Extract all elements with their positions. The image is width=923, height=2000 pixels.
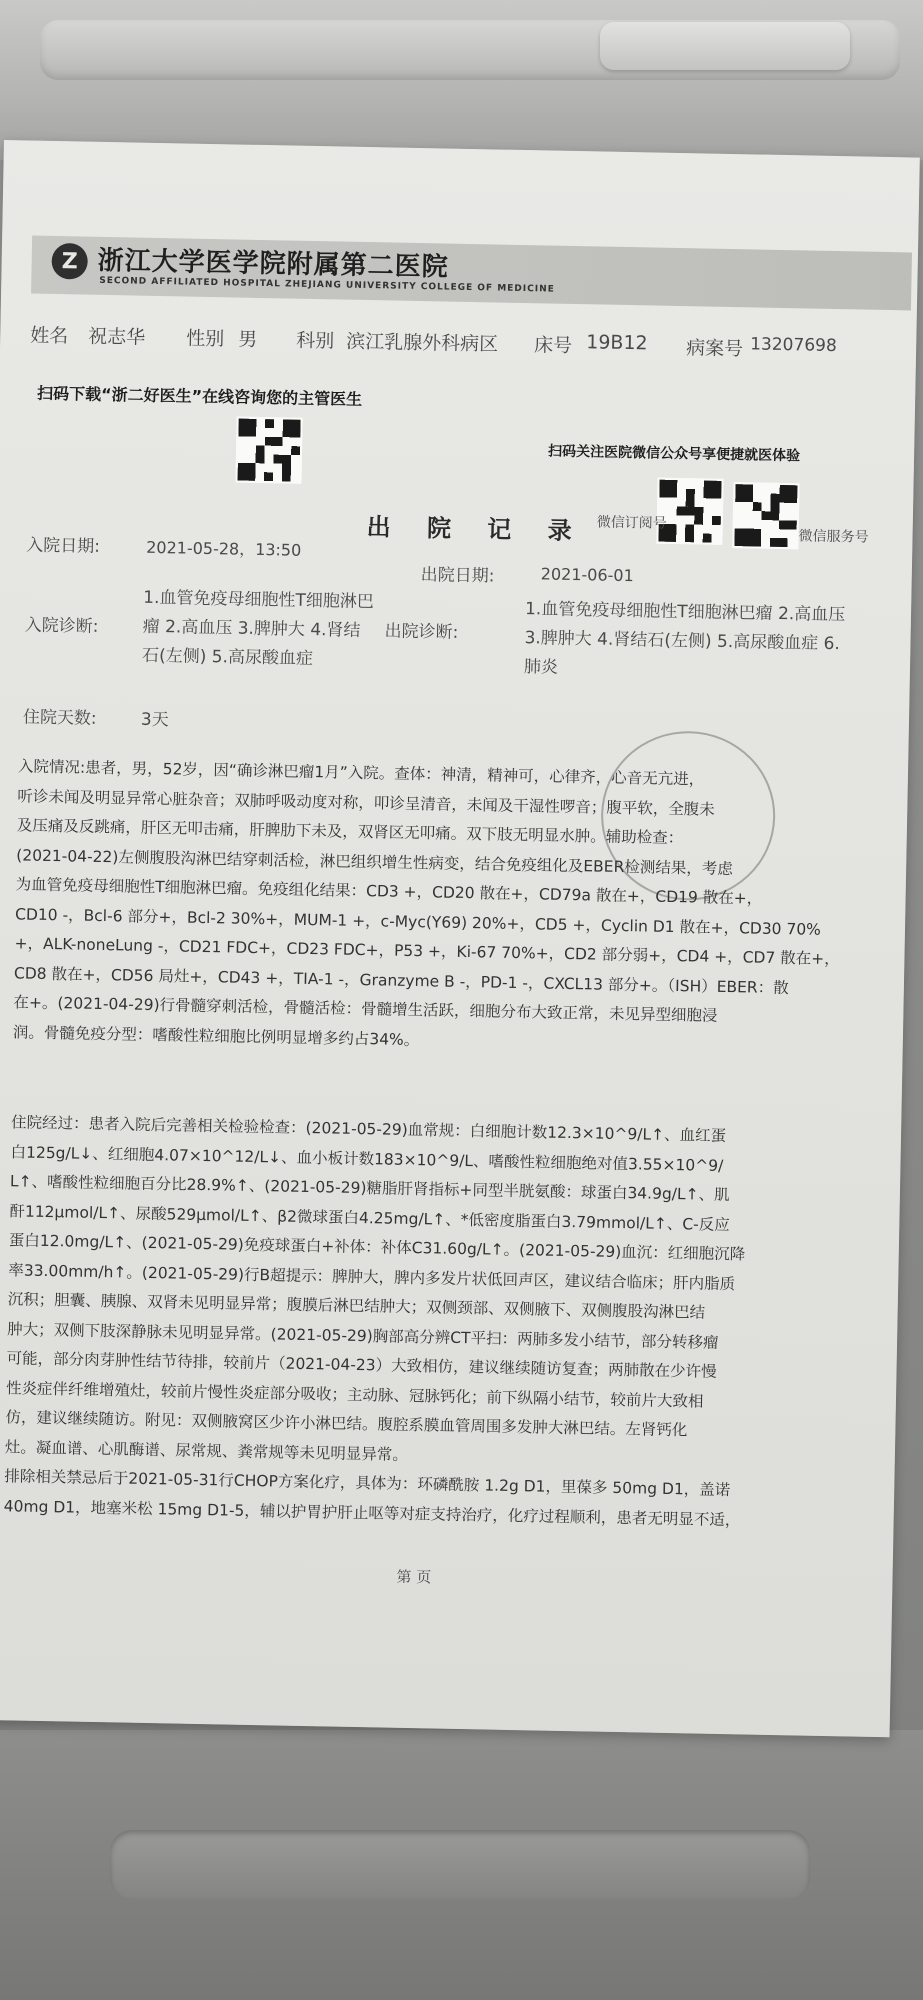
hospital-course-line: L↑、嗜酸性粒细胞百分比28.9%↑、(2021-05-29)糖脂肝肾指标+同型半胱氨酸：球蛋白34.9g/L↑、肌 — [9, 1172, 730, 1205]
case-number-label: 病案号 — [685, 337, 744, 361]
hospital-course-line: 沉积；胆囊、胰腺、双肾未见明显异常；腹膜后淋巴结肿大；双侧颈部、双侧腋下、双侧腹股沟淋巴结 — [7, 1290, 706, 1322]
qr-prompt-doctor-app: 扫码下载“浙二好医生”在线咨询您的主管医生 — [36, 383, 363, 409]
discharge-diagnosis-line-3: 肺炎 — [523, 657, 559, 678]
stay-days: 3天 — [140, 709, 169, 731]
qr-code-doctor-app — [235, 417, 302, 484]
hospital-course-line: 可能，部分肉芽肿性结节待排，较前片（2021-04-23）大致相仿，建议继续随访复查；两肺散在少许慢 — [6, 1349, 717, 1381]
discharge-diagnosis-line-1: 1.血管免疫母细胞性T细胞淋巴瘤 2.高血压 — [524, 599, 846, 626]
admission-diagnosis-line-2: 瘤 2.高血压 3.脾肿大 4.肾结 — [142, 616, 361, 641]
admission-date: 2021-05-28，13:50 — [146, 537, 302, 560]
admission-status-line: (2021-04-22)左侧腹股沟淋巴结穿刺活检，淋巴组织增生性病变，结合免疫组化及EBER检测结果，考虑 — [16, 845, 733, 878]
hospital-course-line: 肿大；双侧下肢深静脉未见明显异常。(2021-05-29)胸部高分辨CT平扫：两肺多发小结节，部分转移瘤 — [7, 1319, 719, 1352]
page-number-label: 第 页 — [396, 1567, 432, 1587]
admission-status-line: 为血管免疫母细胞性T细胞淋巴瘤。免疫组化结果：CD3 +，CD20 散在+，CD79a 散在+，CD19 散在+， — [15, 875, 763, 908]
discharge-date: 2021-06-01 — [540, 564, 634, 586]
admission-status-line: 在+。(2021-04-29)行骨髓穿刺活检，骨髓活检：骨髓增生活跃，细胞分布大致正常，未见异型细胞浸 — [13, 993, 718, 1025]
hospital-course-line: 住院经过：患者入院后完善相关检验检查：(2021-05-29)血常规：白细胞计数12.3×10^9/L↑、血红蛋 — [10, 1113, 727, 1146]
hospital-course-line: 白125g/L↓、红细胞4.07×10^12/L↓、血小板计数183×10^9/L、嗜酸性粒细胞绝对值3.55×10^9/ — [10, 1142, 724, 1175]
patient-name-label: 姓名 — [30, 324, 69, 348]
stay-days-label: 住院天数: — [22, 707, 97, 729]
hospital-course-line: 酐112μmol/L↑、尿酸529μmol/L↑、β2微球蛋白4.25mg/L↑、*低密度脂蛋白3.79mmol/L↑、C-反应 — [9, 1201, 730, 1234]
hospital-course-line: 40mg D1，地塞米松 15mg D1-5，辅以护胃护肝止呕等对症支持治疗，化疗过程顺利，患者无明显不适， — [3, 1496, 741, 1529]
admission-date-label: 入院日期: — [26, 535, 101, 557]
qr-prompt-wechat: 扫码关注医院微信公众号享便捷就医体验 — [547, 443, 801, 465]
discharge-record-sheet — [0, 140, 920, 1737]
qr-code-wechat-service — [732, 482, 799, 549]
hospital-name: 浙江大学医学院附属第二医院 — [97, 245, 449, 283]
discharge-diagnosis-label: 出院诊断: — [384, 621, 459, 643]
case-number: 13207698 — [750, 334, 837, 357]
admission-status-line: CD8 散在+，CD56 局灶+，CD43 +，TIA-1 -，Granzyme B -，PD-1 -，CXCL13 部分+。（ISH）EBER：散 — [13, 963, 789, 997]
document-title: 出 院 记 录 — [366, 513, 586, 546]
patient-name: 祝志华 — [88, 325, 146, 349]
department: 滨江乳腺外科病区 — [345, 330, 499, 356]
wechat-service-label: 微信服务号 — [798, 528, 869, 546]
tray-slot — [110, 1830, 810, 1900]
qr-code-wechat-subscription — [656, 478, 723, 545]
hospital-course-line: 性炎症伴纤维增殖灶，较前片慢性炎症部分吸收；主动脉、冠脉钙化；前下纵隔小结节，较前片大致相 — [5, 1378, 704, 1411]
patient-sex-label: 性别 — [186, 327, 225, 351]
discharge-date-label: 出院日期: — [420, 565, 495, 587]
hospital-name-english: SECOND AFFILIATED HOSPITAL ZHEJIANG UNIVERSITY COLLEGE OF MEDICINE — [99, 275, 555, 295]
wechat-subscription-label: 微信订阅号 — [596, 514, 667, 532]
admission-status-line: 及压痛及反跳痛，肝区无叩击痛，肝脾肋下未及，双肾区无叩痛。双下肢无明显水肿。辅助检查： — [16, 816, 684, 848]
tray-handle — [600, 22, 850, 70]
admission-diagnosis-line-3: 石(左侧) 5.高尿酸血症 — [141, 645, 314, 670]
admission-status-line: 听诊未闻及明显异常心脏杂音；双肺呼吸动度对称，叩诊呈清音，未闻及干湿性啰音；腹平软，全腹未 — [17, 786, 715, 819]
admission-status-line: 入院情况:患者，男，52岁，因“确诊淋巴瘤1月”入院。查体：神清，精神可，心律齐，心音无亢进， — [17, 757, 705, 789]
department-label: 科别 — [295, 329, 335, 353]
patient-sex: 男 — [238, 328, 258, 351]
hospital-course-line: 仿，建议继续随访。附见：双侧腋窝区少许小淋巴结。腹腔系膜血管周围多发肿大淋巴结。左肾钙化 — [5, 1408, 688, 1440]
hospital-course-line: 灶。凝血谱、心肌酶谱、尿常规、粪常规等未见明显异常。 — [4, 1437, 409, 1464]
admission-status-line: 润。骨髓免疫分型：嗜酸性粒细胞比例明显增多约占34%。 — [12, 1022, 420, 1049]
bed-number: 19B12 — [586, 331, 648, 355]
hospital-course-line: 排除相关禁忌后于2021-05-31行CHOP方案化疗，具体为：环磷酰胺 1.2g D1，里葆多 50mg D1，盖诺 — [4, 1467, 731, 1500]
hospital-course-paragraph — [3, 1108, 747, 1535]
bed-label: 床号 — [533, 334, 573, 357]
hospital-logo-icon: Z — [51, 243, 88, 280]
admission-diagnosis-line-1: 1.血管免疫母细胞性T细胞淋巴 — [143, 587, 374, 613]
admission-status-line: CD10 -，Bcl-6 部分+，Bcl-2 30%+，MUM-1 +，c-Myc(Y69) 20%+，CD5 +，Cyclin D1 散在+，CD30 70% — [14, 904, 822, 939]
hospital-course-line: 率33.00mm/h↑。(2021-05-29)行B超提示：脾肿大，脾内多发片状低回声区，建议结合临床；肝内脂质 — [8, 1260, 736, 1293]
admission-status-paragraph — [13, 752, 844, 1063]
admission-status-line: +，ALK-noneLung -，CD21 FDC+，CD23 FDC+，P53 +，Ki-67 70%+，CD2 部分弱+，CD4 +，CD7 散在+， — [14, 934, 840, 969]
hospital-course-line: 蛋白12.0mg/L↑、(2021-05-29)免疫球蛋白+补体：补体C31.60g/L↑。(2021-05-29)血沉：红细胞沉降 — [8, 1231, 746, 1264]
admission-diagnosis-label: 入院诊断: — [24, 615, 99, 637]
discharge-diagnosis-line-2: 3.脾肿大 4.肾结石(左侧) 5.高尿酸血症 6. — [524, 628, 841, 655]
